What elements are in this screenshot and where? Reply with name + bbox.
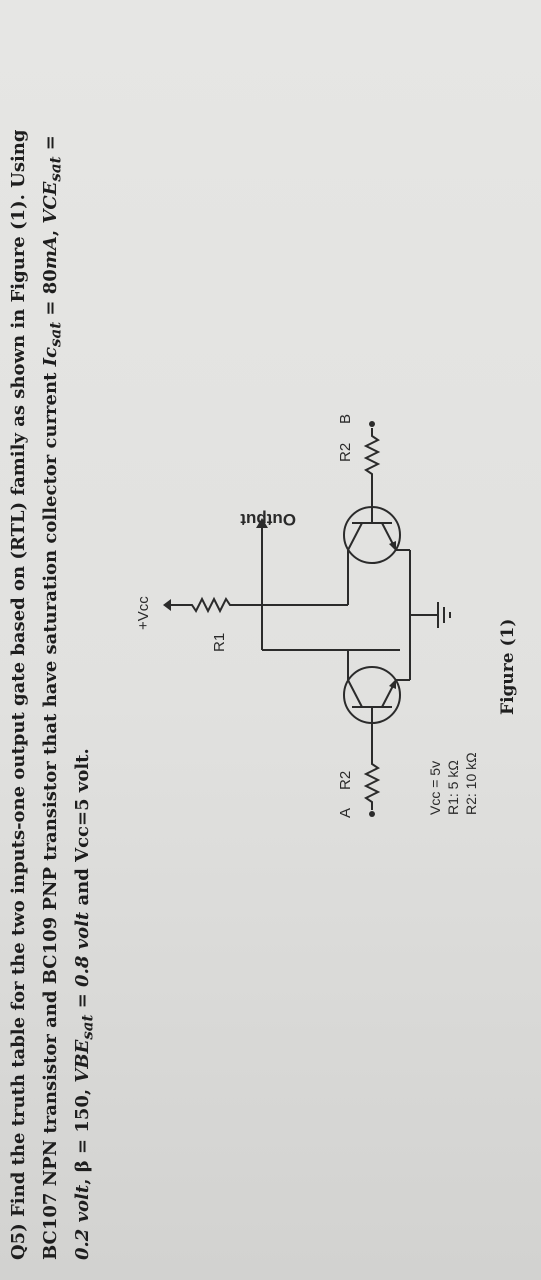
r2-b-label: R2	[337, 442, 354, 462]
r2-a-resistor-icon	[366, 735, 378, 810]
beta-text: , β = 150,	[72, 1082, 93, 1185]
vce-symbol: VCE	[40, 181, 61, 224]
ic-subscript: sat	[46, 321, 65, 347]
vcc-arrow-icon	[163, 599, 171, 611]
r1-label: R1	[211, 632, 228, 652]
vce-equals: =	[40, 135, 61, 157]
value-r2: R2: 10 kΩ	[463, 752, 479, 815]
transistor-a-collector	[348, 680, 362, 707]
r1-resistor-icon	[184, 599, 238, 611]
transistor-b-collector	[348, 523, 362, 550]
ic-equals: = 80	[40, 269, 61, 322]
vcc-text: and Vcc=5 volt.	[72, 748, 93, 912]
transistor-b-arrow-icon	[389, 541, 396, 551]
question-text-2: BC107 NPN transistor and BC109 PNP transistor that have saturation collector current	[40, 366, 61, 1260]
r2-b-resistor-icon	[366, 428, 378, 490]
ic-symbol: Ic	[40, 346, 61, 367]
vce-subscript: sat	[46, 156, 65, 182]
vbe-value: 0.8 volt	[72, 911, 93, 987]
value-r1: R1: 5 kΩ	[445, 760, 461, 815]
vcc-label: +Vcc	[135, 596, 152, 630]
ic-unit: mA	[40, 236, 61, 270]
output-label: Output	[240, 510, 296, 529]
input-b-terminal-icon	[369, 421, 375, 427]
input-a-terminal-icon	[369, 811, 375, 817]
r2-a-label: R2	[337, 770, 354, 790]
vbe-equals: =	[72, 986, 93, 1015]
vce-value: 0.2 volt	[72, 1184, 93, 1260]
input-b-label: B	[337, 413, 354, 424]
input-a-label: A	[337, 807, 354, 818]
vbe-subscript: sat	[78, 1014, 97, 1040]
value-vcc: Vcc = 5v	[427, 760, 443, 815]
transistor-a-arrow-icon	[389, 679, 396, 689]
figure-caption: Figure (1)	[498, 618, 518, 715]
question-text-1: Q5) Find the truth table for the two inputs-one output gate based on (RTL) family as shown in Figure (1). Using	[8, 129, 29, 1260]
vbe-symbol: VBE	[72, 1039, 93, 1083]
separator: ,	[40, 223, 61, 237]
